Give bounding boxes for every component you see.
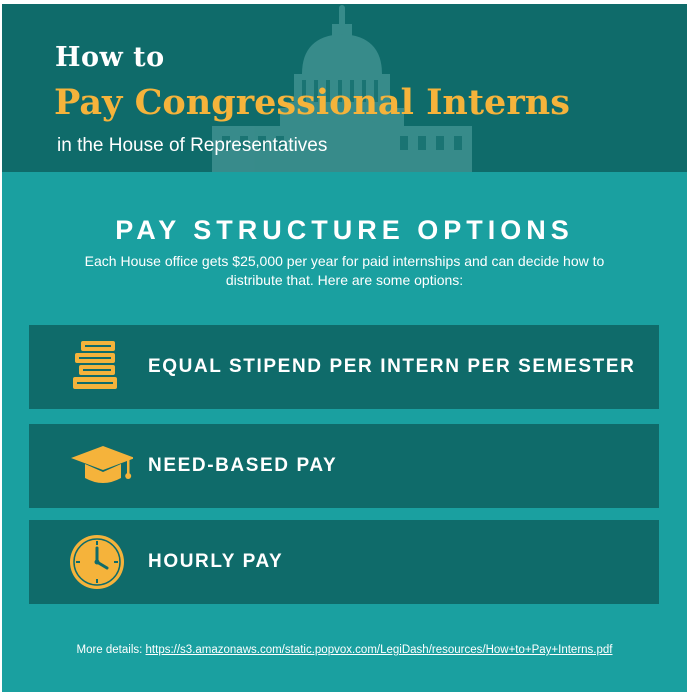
more-details-link[interactable]: https://s3.amazonaws.com/static.popvox.com/LegiDash/resources/How+to+Pay+Interns.pdf — [145, 644, 613, 656]
more-details-prefix: More details: — [76, 644, 146, 656]
books-icon — [67, 337, 127, 397]
header-banner — [2, 4, 687, 172]
page-title: Pay Congressional Interns — [54, 82, 570, 123]
clock-icon — [67, 532, 127, 592]
section-description: Each House office gets $25,000 per year for paid internships and can decide how to distribute that. Here are some options: — [84, 253, 605, 288]
page-subtitle: in the House of Representatives — [57, 135, 328, 156]
infographic — [2, 4, 687, 692]
option-label: EQUAL STIPEND PER INTERN PER SEMESTER — [148, 356, 636, 377]
graduation-cap-icon — [65, 436, 133, 496]
more-details — [2, 644, 687, 656]
option-equal-stipend — [29, 325, 659, 409]
option-hourly — [29, 520, 659, 604]
option-need-based — [29, 424, 659, 508]
pre-title: How to — [55, 42, 165, 73]
option-label: NEED-BASED PAY — [148, 455, 338, 476]
option-label: HOURLY PAY — [148, 551, 284, 572]
section-heading: PAY STRUCTURE OPTIONS — [115, 215, 574, 245]
